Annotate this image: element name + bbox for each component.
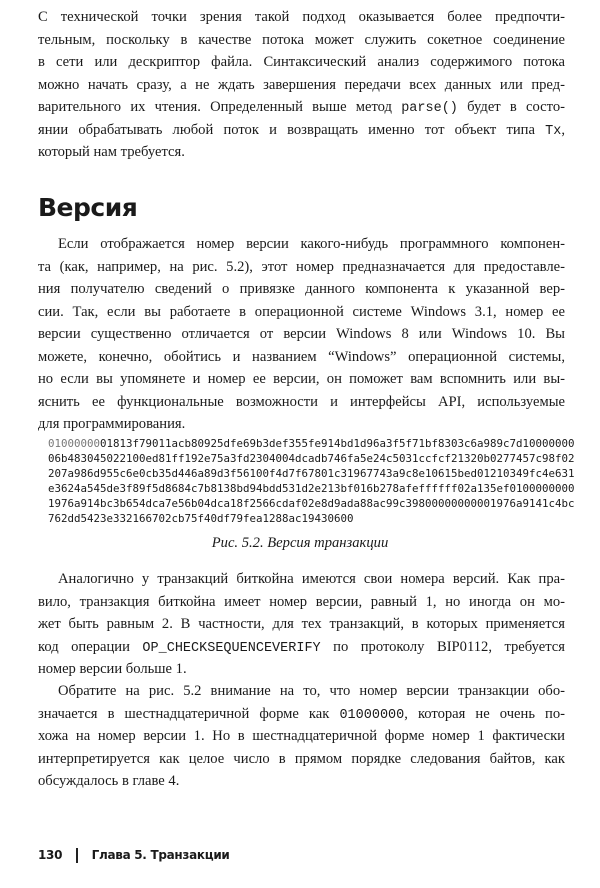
- text-line: [38, 278, 565, 301]
- text-segment: для программирования.: [38, 416, 186, 432]
- hex-line: 0100000001813f79011acb80925dfe69b3def355fe914bd1d96a3f5f71bf8303c6a989c7d10000000: [48, 437, 575, 450]
- text-segment: можно начать сразу, а не ждать завершения передачи всех данных или пред-: [38, 76, 565, 93]
- inline-code: OP_CHECKSEQUENCEVERIFY: [142, 640, 321, 656]
- text-segment: Если отображается номер версии какого-нибудь программного компонен-: [58, 236, 565, 252]
- text-segment: сии. Так, если вы работаете в операционной системе Windows 3.1, номер ее: [38, 303, 565, 320]
- figure-caption: Рис. 5.2. Версия транзакции: [211, 535, 389, 551]
- paragraph-1: [38, 6, 565, 164]
- text-line: [38, 6, 565, 29]
- text-line: [38, 680, 565, 703]
- hex-line: 1976a914bc3b654dca7e56b04dca18f2566cdaf02e8d9ada88ac99c39800000000001976a9141c4bc: [48, 497, 575, 510]
- text-segment: в сети или дескриптор файла. Синтаксический анализ содержимого потока: [38, 54, 565, 70]
- inline-code: parse(): [401, 101, 458, 116]
- footer-divider: [76, 848, 78, 863]
- text-line: [38, 301, 565, 324]
- inline-code: Tx: [545, 123, 562, 139]
- chapter-title: Глава 5. Транзакции: [91, 848, 230, 862]
- hex-line: 06b483045022100ed81ff192e75a3fd2304004dcadb746fa5e24c5031ccfcf21320b0277457c98f02: [48, 452, 575, 465]
- text-segment: который нам требуется.: [38, 144, 185, 160]
- text-line: [38, 770, 565, 793]
- text-line: [38, 323, 565, 346]
- text-segment: номер версии больше 1.: [38, 661, 187, 677]
- text-segment: вило, транзакция биткойна имеет номер версии, равный 1, но иногда он мо-: [38, 593, 565, 610]
- hex-line: 762dd5423e332166702cb75f40df79fea1288ac19430600: [48, 512, 354, 525]
- text-line: [38, 725, 565, 748]
- text-segment: ,: [561, 121, 565, 138]
- paragraph-4: [38, 680, 565, 793]
- paragraph-2: [38, 233, 565, 436]
- text-line: [38, 96, 565, 119]
- text-line: [38, 256, 565, 279]
- page-number: 130: [38, 848, 63, 862]
- text-line: [38, 368, 565, 391]
- text-line: [38, 748, 565, 771]
- version-bytes-highlight: 01000000: [48, 437, 101, 450]
- text-line: [38, 613, 565, 636]
- text-segment: янии обрабатывать любой поток и возвращать именно тот объект типа: [38, 121, 546, 138]
- text-line: [38, 568, 565, 591]
- text-line: [38, 658, 565, 681]
- inline-code: 01000000: [339, 707, 405, 723]
- text-line: [38, 51, 565, 74]
- text-segment: по протоколу BIP0112, требуется: [320, 638, 565, 655]
- text-segment: значается в шестнадцатеричной форме как: [38, 705, 340, 722]
- text-segment: версии существенно отличается от версии Windows 8 или Windows 10. Вы: [38, 326, 565, 342]
- text-segment: жет быть равным 2. В частности, для тех транзакций, в которых применяется: [38, 616, 565, 632]
- text-line: [38, 141, 565, 164]
- text-segment: хожа на номер версии 1. Но в шестнадцатеричной форме номер 1 фактически: [38, 728, 565, 744]
- text-line: [38, 636, 565, 659]
- text-segment: интерпретируется как целое число в прямом порядке следования байтов, как: [38, 750, 565, 767]
- section-heading: Версия: [38, 193, 138, 222]
- text-segment: та (как, например, на рис. 5.2), этот номер предназначается для предоставле-: [38, 258, 565, 275]
- text-line: [38, 29, 565, 52]
- text-segment: Аналогично у транзакций биткойна имеются свои номера версий. Как пра-: [58, 571, 565, 587]
- text-segment: , которая не очень по-: [404, 705, 565, 722]
- text-segment: С технической точки зрения такой подход оказывается более предпочти-: [38, 9, 565, 25]
- text-line: [38, 703, 565, 726]
- hex-line: e3624a545de3f89f5d8684c7b8138bd94bdd531d2e213bf016b278afeffffff02a135ef0100000000: [48, 482, 575, 495]
- text-segment: обсуждалось в главе 4.: [38, 773, 180, 789]
- text-line: [38, 591, 565, 614]
- text-line: [38, 346, 565, 369]
- page-footer: [38, 848, 230, 863]
- text-line: [38, 74, 565, 97]
- text-segment: можете, конечно, обойтись и названием “Windows” операционной системы,: [38, 348, 565, 365]
- text-line: [38, 233, 565, 256]
- text-segment: но если вы упомянете и номер ее версии, он поможет вам вспомнить или вы-: [38, 371, 565, 387]
- text-segment: код операции: [38, 638, 143, 655]
- text-segment: варительного их чтения. Определенный выше метод: [38, 99, 402, 115]
- text-segment: будет в состо-: [457, 99, 565, 115]
- hex-line: 207a986d955c6e0cb35d446a89d3f56100f4d7f67801c31967743a9c8e10615bed01210349fc4e631: [48, 467, 575, 480]
- text-line: [38, 391, 565, 414]
- hex-dump-figure: [48, 436, 575, 526]
- text-segment: ния получателю сведений о привязке данного компонента к указанной вер-: [38, 281, 565, 297]
- paragraph-3: [38, 568, 565, 681]
- text-segment: Обратите на рис. 5.2 внимание на то, что номер версии транзакции обо-: [58, 683, 565, 699]
- text-line: [38, 413, 565, 436]
- text-segment: тельным, поскольку в качестве потока может служить сокетное соединение: [38, 31, 565, 48]
- text-segment: яснить ее функциональные возможности и интерфейсы API, используемые: [38, 393, 565, 410]
- text-line: [38, 119, 565, 142]
